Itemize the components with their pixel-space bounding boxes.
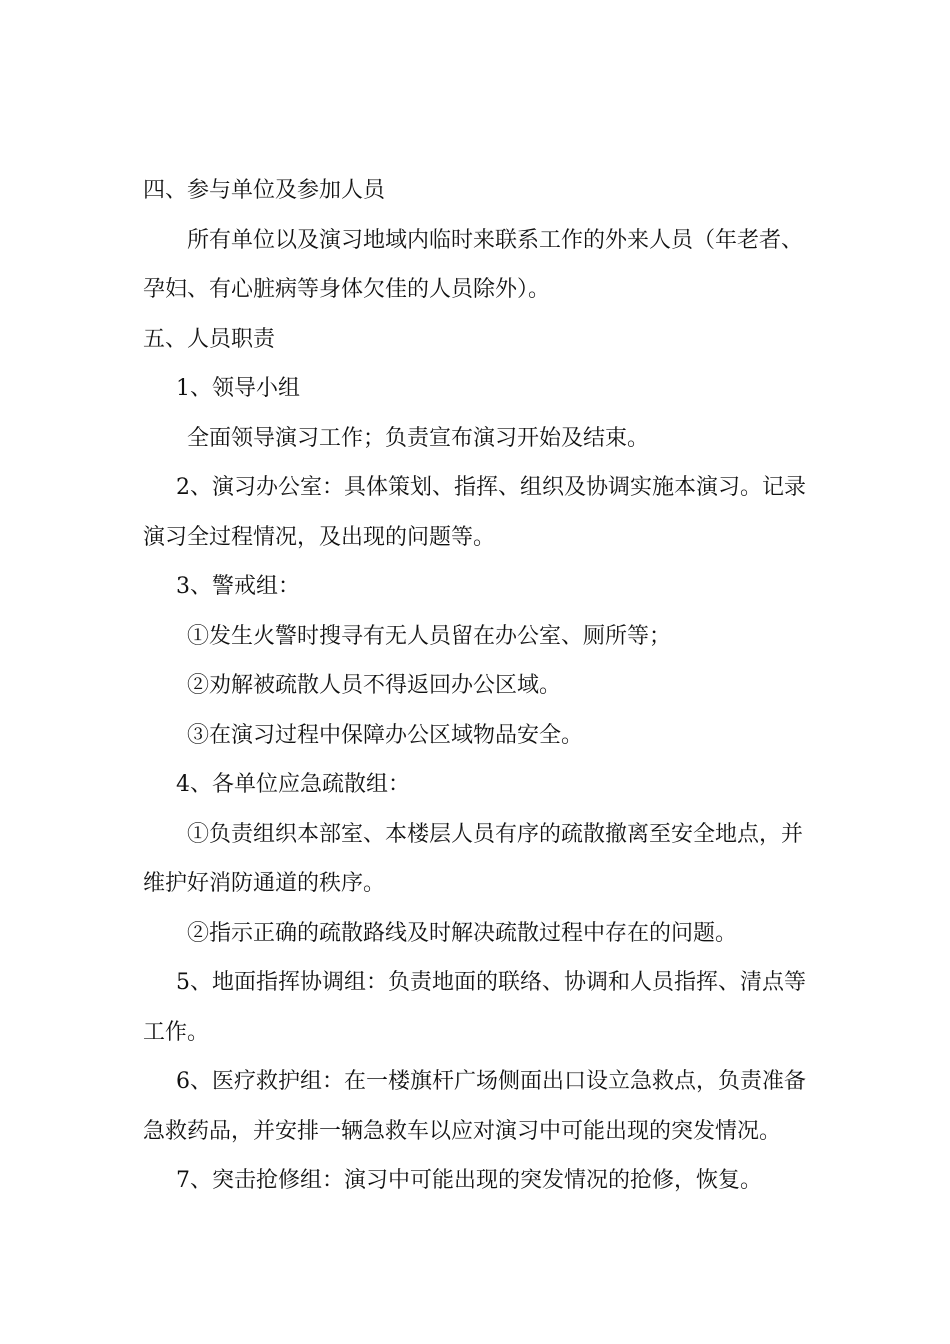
sub-item-evacuation-1: ①负责组织本部室、本楼层人员有序的疏散撤离至安全地点，并维护好消防通道的秩序。 xyxy=(143,821,804,896)
item-repair-group: 7、突击抢修组：演习中可能出现的突发情况的抢修，恢复。 xyxy=(176,1168,762,1193)
document-body xyxy=(143,166,809,1206)
item-ground-coordination: 5、地面指挥协调组：负责地面的联络、协调和人员指挥、清点等工作。 xyxy=(143,970,806,1045)
sub-item-security-2: ②劝解被疏散人员不得返回办公区域。 xyxy=(187,673,562,698)
sub-item-security-3: ③在演习过程中保障办公区域物品安全。 xyxy=(187,722,584,748)
sub-item-security-1: ①发生火警时搜寻有无人员留在办公室、厕所等； xyxy=(187,623,672,649)
item-leadership-group: 1、领导小组 xyxy=(176,376,300,401)
paragraph-leadership-duty: 全面领导演习工作；负责宣布演习开始及结束。 xyxy=(187,425,650,451)
section-heading-participants: 四、参与单位及参加人员 xyxy=(143,178,386,203)
item-evacuation-group: 4、各单位应急疏散组： xyxy=(176,772,410,797)
paragraph-participants: 所有单位以及演习地域内临时来联系工作的外来人员（年老者、孕妇、有心脏病等身体欠佳的人员除外）。 xyxy=(143,227,804,302)
section-heading-duties: 五、人员职责 xyxy=(143,326,276,352)
sub-item-evacuation-2: ②指示正确的疏散路线及时解决疏散过程中存在的问题。 xyxy=(187,920,738,946)
item-drill-office: 2、演习办公室：具体策划、指挥、组织及协调实施本演习。记录演习全过程情况，及出现的问题等。 xyxy=(143,475,806,550)
item-security-group: 3、警戒组： xyxy=(176,574,300,599)
item-medical-group: 6、医疗救护组：在一楼旗杆广场侧面出口设立急救点，负责准备急救药品，并安排一辆急救车以应对演习中可能出现的突发情况。 xyxy=(143,1069,806,1144)
